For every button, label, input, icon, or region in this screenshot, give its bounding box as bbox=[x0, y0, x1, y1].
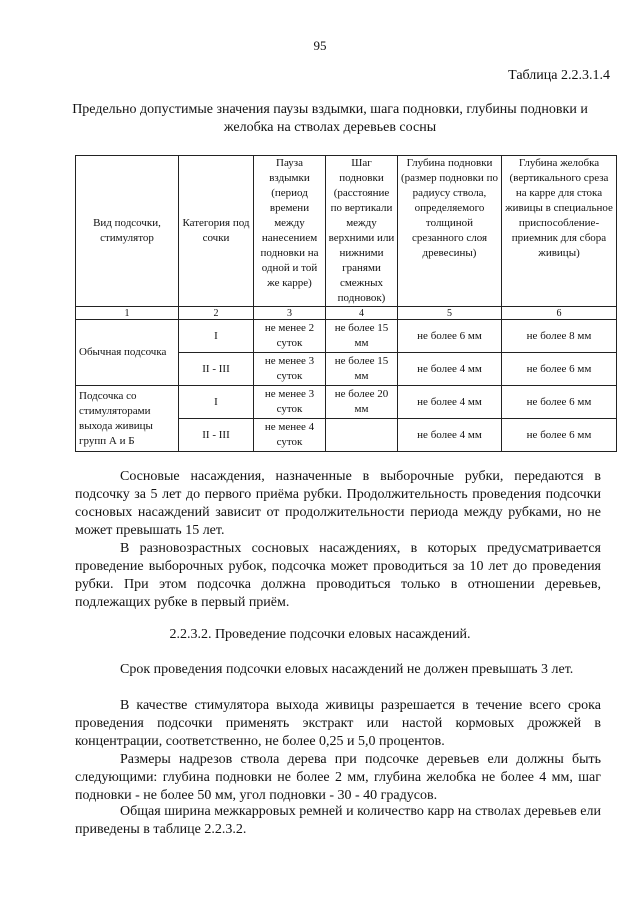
groove-cell: не более 8 мм bbox=[502, 320, 617, 353]
paragraph: В разновозрастных сосновых насаждениях, в которых предусматривается проведение выборочных рубок, подсочка может проводиться за 10 лет до проведения рубки. При этом подсочка должна проводиться только в отношении деревьев, подлежащих рубке в первый приём. bbox=[75, 541, 601, 610]
pause-cell: не менее 4 суток bbox=[254, 419, 326, 452]
category-cell: I bbox=[179, 320, 254, 353]
pause-cell: не менее 3 суток bbox=[254, 353, 326, 386]
table-row bbox=[76, 320, 617, 353]
header-pause: Пауза вздымки (период времени между нанесением подновки на одной и той же карре) bbox=[254, 156, 326, 307]
header-groove: Глубина желобка (вертикального среза на карре для стока живицы в специальное приспособление-приемник для сбора живицы) bbox=[502, 156, 617, 307]
step-cell: не более 15 мм bbox=[326, 320, 398, 353]
table-label: Таблица 2.2.3.1.4 bbox=[508, 68, 610, 83]
paragraph: В качестве стимулятора выхода живицы разрешается в течение всего срока проведения подсочки применять экстракт или настой кормовых дрожжей в концентрации, соответственно, не более 0,25 и 5,0 процентов. bbox=[75, 698, 601, 749]
table-title: Предельно допустимые значения паузы вздымки, шага подновки, глубины подновки и желобка на стволах деревьев сосны bbox=[72, 102, 588, 135]
groove-cell: не более 6 мм bbox=[502, 386, 617, 419]
header-type: Вид подсочки, стимулятор bbox=[76, 156, 179, 307]
step-cell bbox=[326, 419, 398, 452]
column-number: 5 bbox=[398, 307, 502, 320]
category-cell: II - III bbox=[179, 353, 254, 386]
groove-cell: не более 6 мм bbox=[502, 353, 617, 386]
category-cell: II - III bbox=[179, 419, 254, 452]
column-number: 6 bbox=[502, 307, 617, 320]
step-cell: не более 20 мм bbox=[326, 386, 398, 419]
depth-cell: не более 4 мм bbox=[398, 386, 502, 419]
group-name: Обычная подсочка bbox=[76, 320, 179, 386]
paragraph: Размеры надрезов ствола дерева при подсочке деревьев ели должны быть следующими: глубина подновки не более 2 мм, глубина желобка не более 4 мм, шаг подновки - не более 50 мм, угол подновки - 30 - 40 градусов. bbox=[75, 752, 601, 803]
step-cell: не более 15 мм bbox=[326, 353, 398, 386]
limits-table bbox=[75, 155, 617, 452]
column-number: 4 bbox=[326, 307, 398, 320]
paragraph: Общая ширина межкарровых ремней и количество карр на стволах деревьев ели приведены в таблице 2.2.3.2. bbox=[75, 804, 601, 837]
pause-cell: не менее 3 суток bbox=[254, 386, 326, 419]
pause-cell: не менее 2 суток bbox=[254, 320, 326, 353]
section-heading: 2.2.3.2. Проведение подсочки еловых насаждений. bbox=[169, 627, 471, 642]
paragraph: Сосновые насаждения, назначенные в выборочные рубки, передаются в подсочку за 5 лет до первого приёма рубки. Продолжительность проведения подсочки сосновых насаждений зависит от продолжительности периода между рубками, но не может превышать 15 лет. bbox=[75, 469, 601, 538]
group-name: Подсочка со стимуляторами выхода живицы групп А и Б bbox=[76, 386, 179, 452]
header-step: Шаг подновки (расстояние по вертикали между верхними или нижними гранями смежных подновок) bbox=[326, 156, 398, 307]
column-number: 1 bbox=[76, 307, 179, 320]
depth-cell: не более 6 мм bbox=[398, 320, 502, 353]
column-numbers-row bbox=[76, 307, 617, 320]
column-number: 3 bbox=[254, 307, 326, 320]
column-number: 2 bbox=[179, 307, 254, 320]
table-header-row bbox=[76, 156, 617, 307]
groove-cell: не более 6 мм bbox=[502, 419, 617, 452]
depth-cell: не более 4 мм bbox=[398, 353, 502, 386]
header-depth: Глубина подновки (размер подновки по радиусу ствола, определяемого толщиной срезанного слоя древесины) bbox=[398, 156, 502, 307]
table-row bbox=[76, 386, 617, 419]
header-category: Категория под сочки bbox=[179, 156, 254, 307]
category-cell: I bbox=[179, 386, 254, 419]
page-number: 95 bbox=[313, 38, 327, 53]
depth-cell: не более 4 мм bbox=[398, 419, 502, 452]
paragraph: Срок проведения подсочки еловых насаждений не должен превышать 3 лет. bbox=[120, 662, 574, 677]
